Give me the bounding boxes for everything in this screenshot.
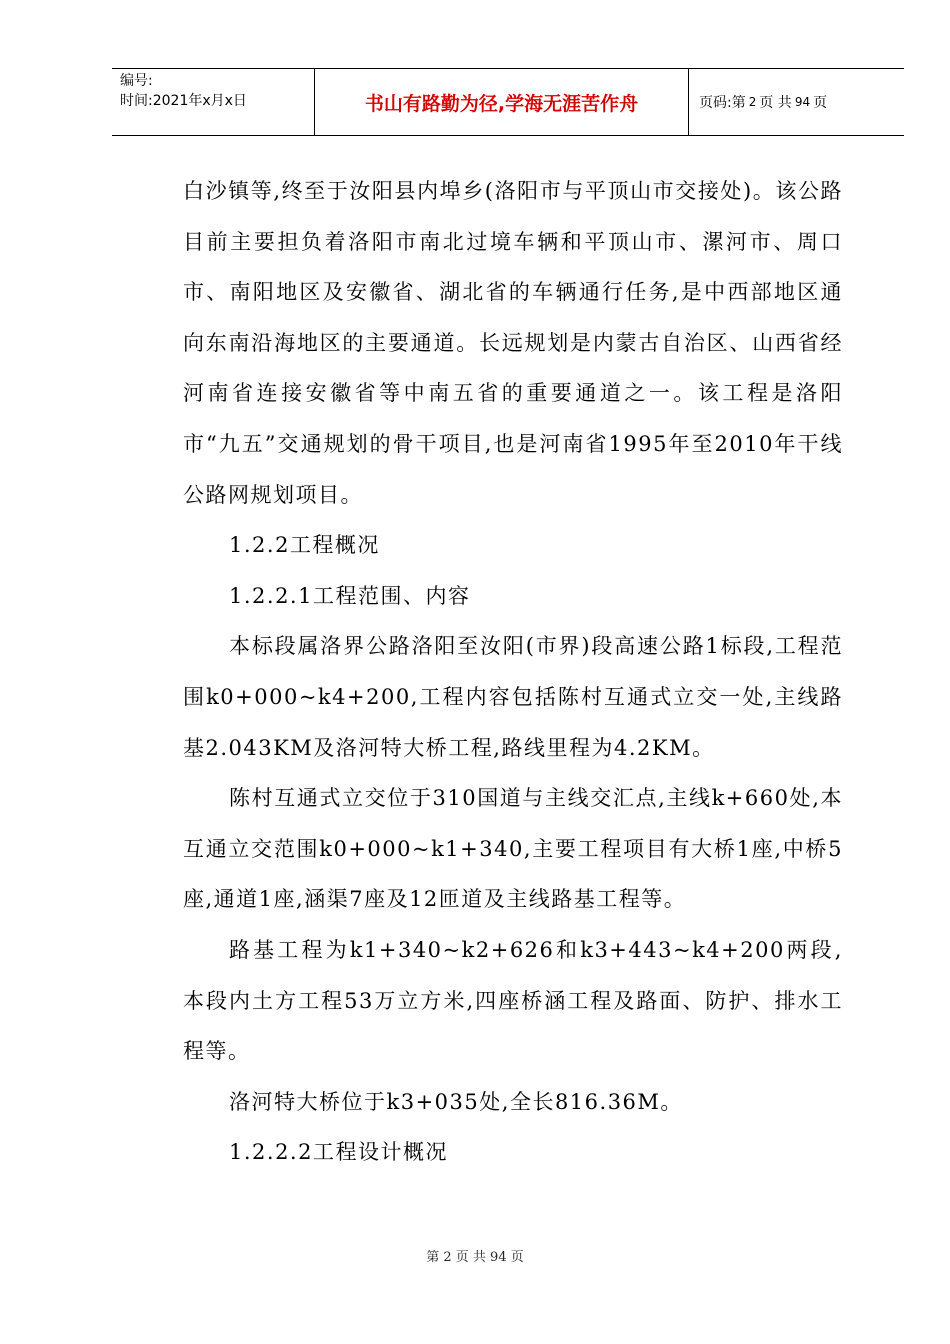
time-label: 时间:2021年x月x日 xyxy=(120,93,247,109)
paragraph-subgrade: 路基工程为k1+340~k2+626和k3+443~k4+200两段,本段内土方工程53万立方米,四座桥涵工程及路面、防护、排水工程等。 xyxy=(183,937,843,1064)
paragraph-route-intro: 白沙镇等,终至于汝阳县内埠乡(洛阳市与平顶山市交接处)。该公路目前主要担负着洛阳市南北过境车辆和平顶山市、漯河市、周口市、南阳地区及安徽省、湖北省的车辆通行任务,是中西部地区通向东南沿海地区的主要通道。长远规划是内蒙古自治区、山西省经河南省连接安徽省等中南五省的重要通道之一。该工程是洛阳市“九五”交通规划的骨干项目,也是河南省1995年至2010年干线公路网规划项目。 xyxy=(183,179,843,507)
page-footer: 第 2 页 共 94 页 xyxy=(426,1250,524,1265)
page-header xyxy=(112,68,904,136)
page-label-suffix: 页 xyxy=(813,95,828,111)
page-label-prefix: 页码:第 xyxy=(699,95,746,111)
page-label-mid: 页 共 xyxy=(759,95,792,111)
section-heading-scope: 1.2.2.1工程范围、内容 xyxy=(229,583,471,608)
header-motto-cell xyxy=(315,69,689,135)
section-heading-overview: 1.2.2工程概况 xyxy=(229,533,380,558)
header-page-number xyxy=(689,69,904,135)
section-heading-design: 1.2.2.2工程设计概况 xyxy=(229,1140,448,1165)
document-body xyxy=(183,166,843,1178)
paragraph-bridge: 洛河特大桥位于k3+035处,全长816.36M。 xyxy=(229,1089,683,1114)
paragraph-interchange: 陈村互通式立交位于310国道与主线交汇点,主线k+660处,本互通立交范围k0+000~k1+340,主要工程项目有大桥1座,中桥5座,通道1座,涵渠7座及12匝道及主线路基工程等。 xyxy=(183,786,843,912)
serial-label: 编号: xyxy=(120,73,153,89)
header-meta xyxy=(112,69,315,135)
page-total: 94 xyxy=(794,95,811,109)
header-motto: 书山有路勤为径,学海无涯苦作舟 xyxy=(364,92,639,115)
paragraph-scope: 本标段属洛界公路洛阳至汝阳(市界)段高速公路1标段,工程范围k0+000~k4+200,工程内容包括陈村互通式立交一处,主线路基2.043KM及洛河特大桥工程,路线里程为4.2KM。 xyxy=(183,634,843,760)
page-current: 2 xyxy=(748,95,757,109)
